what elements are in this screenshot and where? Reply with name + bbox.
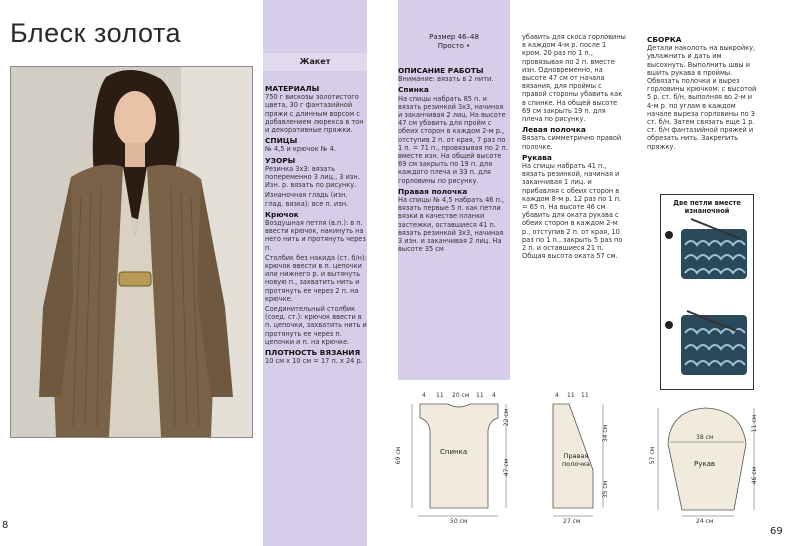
description-note: Внимание: вязать в 2 нити.: [398, 75, 494, 84]
back-total: 69 см: [395, 446, 403, 465]
page-number-right: 69: [770, 526, 783, 537]
gauge-heading: ПЛОТНОСТЬ ВЯЗАНИЯ: [265, 348, 361, 358]
sleeve-text: На спицы набрать 41 п., вязать резинкой, начиная и заканчивая 1 лиц. и прибавляя с обеих сторон в каждом 8-м р. 12 раз по 1 п. = 65 п. На высоте 46 см убавить для оката рукава с обеих сторон в каждом 2-м р., отступив 2 п. от края, 10 раз по 1 п., закрыть 5 раз по 2 п. и оставшиеся 21 п. Общая высота оката 57 см.: [522, 162, 623, 261]
assembly-text: Детали наколоть на выкройку, увлажнить и дать им высохнуть. Выполнить швы и вшить рукава в проймы. Обвязать полочки и вырез горловины крючком: с высотой 5 р. ст. б/н, выполняя во 2-м и 4-м р. по углам в каждом начале выреза горловины по 3 ст. б/н. Затем связать еще 1 р. ст. б/н фантазийной пряжей и обрезать нить. Закрепить пряжку.: [647, 44, 757, 151]
sleeve-label: Рукав: [694, 460, 716, 468]
description-column: [398, 64, 508, 255]
right-front-heading: Правая полочка: [398, 186, 468, 196]
gauge-text: 10 см х 10 см = 17 п. х 24 р.: [265, 357, 363, 366]
materials-heading: МАТЕРИАЛЫ: [265, 84, 320, 93]
stitch-drawing: [661, 215, 753, 385]
left-front-heading: Левая полочка: [522, 125, 586, 135]
page-number-left: 8: [2, 520, 9, 531]
diagram-caption: Две петли вместе изнаночной: [673, 199, 741, 215]
sleeve-heading: Рукава: [522, 152, 552, 162]
slst-text: Соединительный столбик (соед. ст.): крючок ввести в п. цепочки, захватить нить и протянуть ее через п. цепочки и п. на крючке.: [265, 305, 367, 346]
back-schematic: [395, 390, 518, 530]
front-width: 27 см: [563, 518, 581, 525]
continuation-column: [522, 33, 626, 262]
back-text: На спицы набрать 85 п. и вязать резинкой 3х3, начиная и заканчивая 2 лиц. На высоте 47 см убавить для пройм с обеих сторон в каждом 2-м р., отступив 2 п. от края, 7 раз по 1 п. = 71 п., провязывая по 2 п. вместе изн. На общей высоте 69 см закрыть по 19 п. для каждого плеча и 33 п. для горловины по рисунку.: [398, 94, 508, 185]
sleeve-cap-height: 11 см: [751, 414, 759, 433]
back-height-top: 22 см: [503, 408, 511, 427]
needles-text: № 4,5 и крючок № 4.: [265, 145, 336, 154]
front-label: Правая полочка: [561, 452, 591, 468]
needles-heading: СПИЦЫ: [265, 136, 298, 146]
sleeve-total: 57 см: [649, 446, 657, 465]
rib-text: Резинка 3х3: вязать попеременно 3 лиц., 3 изн. Изн. р. вязать по рисунку.: [265, 164, 360, 190]
sc-text: Столбик без накида (ст. б/н): крючок ввести в п. цепочки или нижнего р. и вытянуть новую п., захватить нить и протянуть ее через 2 п. на крючке.: [265, 253, 367, 303]
front-top-3: 11: [581, 392, 589, 399]
model-photo: [10, 66, 253, 438]
back-shape: [398, 390, 518, 530]
front-top-1: 4: [555, 392, 559, 399]
materials-text: 750 г вискозы золотистого цвета, 30 г фантазийной пряжи с длинным ворсом с добавлением люрекса в тон и декоративные пряжки.: [265, 93, 364, 135]
assembly-column: [647, 33, 757, 153]
page-title: Блеск золота: [10, 18, 182, 48]
materials-column: [265, 82, 367, 368]
sleeve-height: 46 см: [751, 466, 759, 485]
back-top-5: 4: [492, 392, 496, 399]
back-label: Спинка: [440, 448, 468, 456]
back-height-bottom: 47 см: [503, 458, 511, 477]
stitch-diagram: [660, 194, 754, 390]
sleeve-width: 24 см: [696, 518, 714, 525]
level-text: Просто •: [437, 42, 471, 50]
step-1-marker: [665, 231, 673, 239]
back-top-2: 11: [436, 392, 444, 399]
front-schematic: [545, 390, 625, 530]
item-name: Жакет: [263, 53, 367, 71]
continuation-text: убавить для скоса горловины в каждом 4-м р. после 1 кром. 20 раз по 1 п., провязывая по 2 п. вместе изн. Одновременно, на высоте 47 см от начала вязания, для проймы с правой стороны убавить как в спинке. На общей высоте 69 см закрыть 19 п. для плеча по рисунку.: [522, 33, 626, 124]
model-illustration: [11, 67, 252, 437]
chain-text: Воздушная петля (в.п.): в п. ввести крючок, накинуть на него нить и протянуть через п.: [265, 219, 366, 252]
back-heading: Спинка: [398, 85, 429, 95]
back-top-3: 20 см: [452, 392, 470, 399]
back-width: 50 см: [450, 518, 468, 525]
back-top-4: 11: [476, 392, 484, 399]
size-text: Размер 46–48: [429, 33, 479, 41]
sleeve-schematic: [650, 390, 770, 530]
sleeve-cap-width: 38 см: [696, 434, 714, 441]
stockinette-text: Изнаночная гладь (изн. глад. вязка): все п. изн.: [265, 191, 349, 208]
right-front-text: На спицы № 4,5 набрать 46 п., вязать первые 5 п. как петли вязки в качестве планки застежки, оставшиеся 41 п. вязать резинкой 3х3, начиная 3 изн. и заканчивая 2 лиц. На высоте 35 см: [398, 196, 505, 254]
assembly-heading: СБОРКА: [647, 35, 682, 44]
back-top-1: 4: [422, 392, 426, 399]
left-front-text: Вязать симметрично правой полочке.: [522, 134, 622, 151]
step-2-marker: [665, 321, 673, 329]
patterns-heading: УЗОРЫ: [265, 155, 296, 165]
front-height-top: 34 см: [602, 424, 610, 443]
description-heading: ОПИСАНИЕ РАБОТЫ: [398, 66, 484, 75]
size-header: [400, 31, 508, 55]
front-height-bottom: 35 см: [602, 480, 610, 499]
hook-heading: Крючок: [265, 209, 299, 219]
front-top-2: 11: [567, 392, 575, 399]
